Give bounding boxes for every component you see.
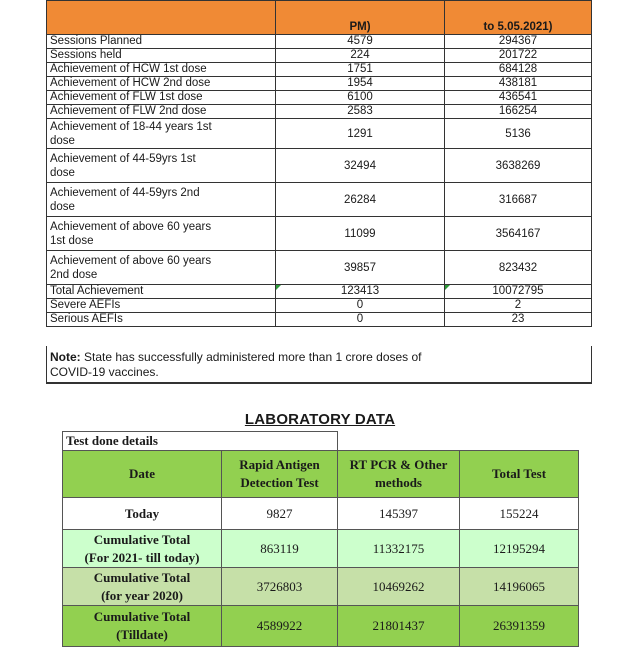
row-label: Achievement of HCW 1st dose [47,63,276,77]
day-value: 6100 [276,91,445,105]
row-label-line: dose [50,134,75,147]
table-row [47,91,592,105]
table-row [63,498,579,530]
vaccination-note [46,346,592,384]
table-row [47,313,592,327]
test-done-row [63,432,579,451]
note-text: State has successfully administered more than 1 crore doses of [80,350,422,364]
row-label-line: Achievement of above 60 years [50,254,212,267]
header-line: methods [375,475,422,490]
row-label [47,251,276,285]
total-value: 155224 [460,498,579,530]
vaccination-header-row [47,1,592,35]
row-label [47,183,276,217]
row-label: Severe AEFIs [47,299,276,313]
row-label [47,119,276,149]
row-label [63,606,222,647]
header-date: Date [63,451,222,498]
cumulative-value: 3638269 [445,149,592,183]
table-row [47,63,592,77]
table-row [47,119,592,149]
blank-cell [338,432,579,451]
test-done-label: Test done details [63,432,338,451]
vaccination-table [46,0,592,327]
laboratory-table [62,431,579,647]
vaccination-table-container [46,0,592,327]
cumulative-value: 438181 [445,77,592,91]
header-line: RT PCR & Other [349,457,448,472]
note-label: Note: [50,350,81,364]
day-value: 32494 [276,149,445,183]
cumulative-value: 684128 [445,63,592,77]
table-row [47,49,592,63]
header-day-cell: PM) [276,1,445,35]
row-label-line: 2nd dose [50,268,98,281]
day-value: 1751 [276,63,445,77]
table-row [63,530,579,568]
cumulative-value: 5136 [445,119,592,149]
row-label-line: Achievement of 44-59yrs 2nd [50,186,200,199]
cumulative-value: 316687 [445,183,592,217]
day-value: 123413 [276,285,445,299]
rtpcr-value: 11332175 [338,530,460,568]
cumulative-value: 201722 [445,49,592,63]
row-label [63,530,222,568]
day-value: 11099 [276,217,445,251]
day-value: 224 [276,49,445,63]
row-label: Achievement of FLW 1st dose [47,91,276,105]
header-line: Detection Test [240,475,319,490]
rtpcr-value: 145397 [338,498,460,530]
day-value: 39857 [276,251,445,285]
row-label: Achievement of HCW 2nd dose [47,77,276,91]
day-value: 26284 [276,183,445,217]
rapid-value: 4589922 [222,606,338,647]
row-label: Today [63,498,222,530]
total-value: 26391359 [460,606,579,647]
row-label-line: Cumulative Total [93,609,191,624]
rapid-value: 863119 [222,530,338,568]
cumulative-value: 23 [445,313,592,327]
row-label-line: Cumulative Total [93,569,191,585]
header-rapid-antigen [222,451,338,498]
cumulative-value: 436541 [445,91,592,105]
header-cumulative-cell: to 5.05.2021) [445,1,592,35]
header-line: Rapid Antigen [239,457,320,472]
total-value: 14196065 [460,568,579,606]
row-label-line: Cumulative Total [93,531,191,547]
table-row [63,568,579,606]
cumulative-value: 10072795 [445,285,592,299]
row-label: Achievement of FLW 2nd dose [47,105,276,119]
row-label [47,217,276,251]
header-total-test: Total Test [460,451,579,498]
note-text-line2: COVID-19 vaccines. [50,365,159,379]
rapid-value: 9827 [222,498,338,530]
total-value: 12195294 [460,530,579,568]
day-value: 1291 [276,119,445,149]
note-line [50,350,422,364]
laboratory-table-container [62,431,578,647]
row-label-line: (Tilldate) [116,627,168,642]
row-label-line: 1st dose [50,234,94,247]
cumulative-value: 3564167 [445,217,592,251]
row-label: Total Achievement [47,285,276,299]
row-label-line: (For 2021- till today) [84,549,200,565]
table-row [47,35,592,49]
row-label-line: Achievement of above 60 years [50,220,212,233]
day-value: 2583 [276,105,445,119]
header-blank-cell [47,1,276,35]
row-label-line: dose [50,200,75,213]
laboratory-title: LABORATORY DATA [244,411,396,428]
table-row [47,77,592,91]
table-row [47,217,592,251]
table-row [47,105,592,119]
row-label [63,568,222,606]
row-label-line: (for year 2020) [101,587,183,603]
day-value: 4579 [276,35,445,49]
rtpcr-value: 21801437 [338,606,460,647]
table-row [47,285,592,299]
cumulative-value: 2 [445,299,592,313]
row-label: Sessions Planned [47,35,276,49]
day-value: 0 [276,313,445,327]
day-value: 0 [276,299,445,313]
rapid-value: 3726803 [222,568,338,606]
row-label: Serious AEFIs [47,313,276,327]
rtpcr-value: 10469262 [338,568,460,606]
day-value: 1954 [276,77,445,91]
table-row [47,183,592,217]
header-rtpcr [338,451,460,498]
cumulative-value: 166254 [445,105,592,119]
row-label-line: Achievement of 18-44 years 1st [50,120,212,133]
cumulative-value: 823432 [445,251,592,285]
row-label-line: dose [50,166,75,179]
row-label: Sessions held [47,49,276,63]
table-row [63,606,579,647]
laboratory-header-row [63,451,579,498]
table-row [47,149,592,183]
table-row [47,251,592,285]
cumulative-value: 294367 [445,35,592,49]
row-label-line: Achievement of 44-59yrs 1st [50,152,196,165]
table-row [47,299,592,313]
row-label [47,149,276,183]
